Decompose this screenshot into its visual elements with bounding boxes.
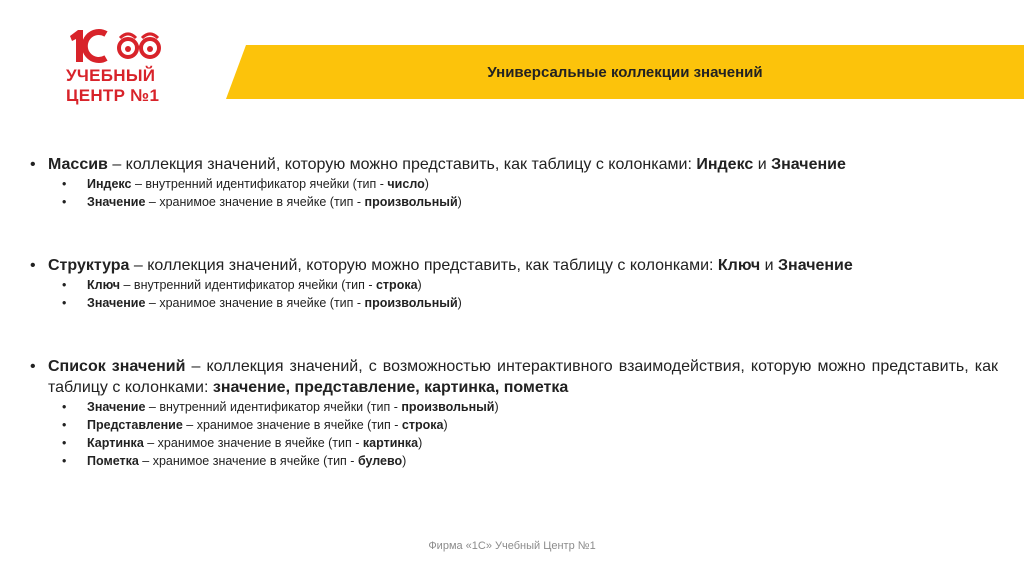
section-value-list: [30, 356, 998, 470]
sub-term: Значение: [87, 195, 146, 209]
sub-tail: ): [424, 177, 429, 191]
bullet-main: [30, 356, 998, 398]
bullet-main: [30, 154, 998, 175]
sub-term: Индекс: [87, 177, 132, 191]
sub-type: произвольный: [364, 195, 458, 209]
sub-bullet: [30, 416, 998, 434]
bullet-icon: •: [62, 454, 67, 468]
sub-type: строка: [401, 418, 444, 432]
sub-tail: ): [402, 454, 407, 468]
bullet-icon: •: [62, 195, 67, 209]
column-name: Ключ: [717, 257, 761, 274]
sub-bullet: [30, 276, 998, 294]
sub-text: – внутренний идентификатор ячейки (тип -: [120, 278, 376, 292]
sub-term: Значение: [87, 400, 146, 414]
bullet-icon: •: [62, 177, 67, 191]
sub-tail: ): [457, 195, 462, 209]
sub-bullet: [30, 452, 998, 470]
sub-bullet: [30, 175, 998, 193]
sub-type: строка: [375, 278, 418, 292]
section-array: [30, 154, 998, 211]
column-name: Значение: [778, 257, 853, 274]
conjunction: и: [760, 257, 779, 274]
sub-text: – хранимое значение в ячейке (тип -: [138, 454, 358, 468]
footer-text: Фирма «1С» Учебный Центр №1: [428, 540, 596, 552]
sub-type: произвольный: [364, 296, 458, 310]
sub-text: – хранимое значение в ячейке (тип -: [143, 436, 363, 450]
bullet-icon: •: [30, 358, 36, 375]
page-title: Универсальные коллекции значений: [487, 63, 763, 81]
slide-content: [30, 154, 998, 470]
column-name: Индекс: [696, 156, 754, 173]
bullet-icon: •: [62, 400, 67, 414]
sub-type: произвольный: [401, 400, 495, 414]
sub-bullet: [30, 434, 998, 452]
sub-bullet: [30, 398, 998, 416]
bullet-icon: •: [30, 156, 36, 173]
bullet-icon: •: [30, 257, 36, 274]
sub-tail: ): [457, 296, 462, 310]
sub-text: – хранимое значение в ячейке (тип -: [182, 418, 402, 432]
sub-type: булево: [357, 454, 403, 468]
term: Структура: [48, 257, 130, 274]
section-structure: [30, 255, 998, 312]
bullet-icon: •: [62, 418, 67, 432]
sub-tail: ): [494, 400, 499, 414]
bullet-main: [30, 255, 998, 276]
bullet-icon: •: [62, 436, 67, 450]
sub-term: Значение: [87, 296, 146, 310]
column-names: значение, представление, картинка, пометка: [212, 379, 569, 396]
sub-text: – внутренний идентификатор ячейки (тип -: [145, 400, 402, 414]
description: – коллекция значений, которую можно представить, как таблицу с колонками:: [107, 156, 697, 173]
sub-term: Картинка: [87, 436, 144, 450]
logo: [66, 26, 176, 110]
sub-term: Представление: [87, 418, 183, 432]
logo-1c-mark-icon: [66, 26, 176, 66]
conjunction: и: [753, 156, 772, 173]
sub-bullet: [30, 193, 998, 211]
sub-tail: ): [443, 418, 448, 432]
logo-line-2: ЦЕНТР №1: [66, 86, 160, 105]
sub-text: – хранимое значение в ячейке (тип -: [145, 296, 365, 310]
term: Массив: [48, 156, 108, 173]
sub-tail: ): [417, 278, 422, 292]
sub-tail: ): [418, 436, 423, 450]
sub-term: Пометка: [87, 454, 139, 468]
logo-line-1: УЧЕБНЫЙ: [66, 66, 156, 85]
sub-bullet: [30, 294, 998, 312]
column-name: Значение: [771, 156, 846, 173]
bullet-icon: •: [62, 278, 67, 292]
logo-text: [66, 66, 176, 106]
description: – коллекция значений, с возможностью интерактивного взаимодействия, которую можно представить, как таблицу с колонками:: [48, 358, 998, 396]
term: Список значений: [48, 358, 186, 375]
sub-term: Ключ: [87, 278, 121, 292]
bullet-icon: •: [62, 296, 67, 310]
description: – коллекция значений, которую можно представить, как таблицу с колонками:: [129, 257, 718, 274]
sub-text: – хранимое значение в ячейке (тип -: [145, 195, 365, 209]
sub-text: – внутренний идентификатор ячейки (тип -: [131, 177, 388, 191]
sub-type: число: [387, 177, 425, 191]
sub-type: картинка: [362, 436, 419, 450]
